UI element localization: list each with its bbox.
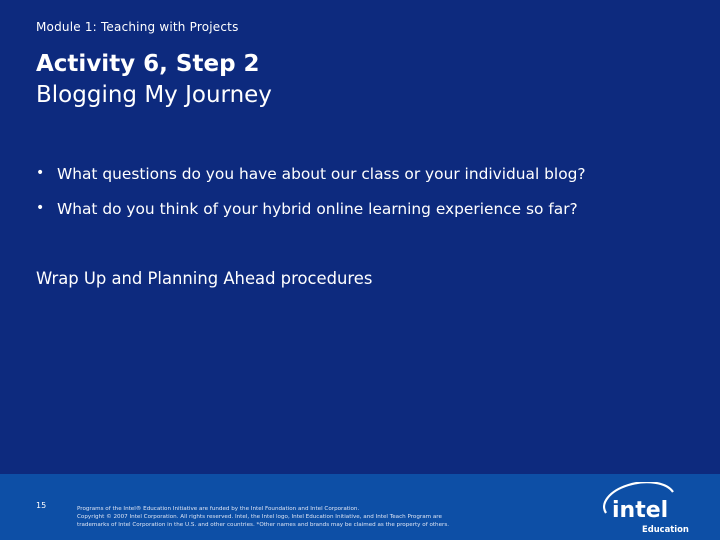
education-caption: Education	[642, 524, 689, 534]
bullet-text: What questions do you have about our class or your individual blog?	[57, 165, 586, 183]
bullet-marker: •	[36, 200, 45, 216]
bullet-item-experience	[36, 198, 586, 220]
intel-education-logo	[594, 482, 689, 536]
intel-wordmark: intel	[612, 498, 669, 523]
footer-bar	[0, 474, 720, 540]
bullet-list	[36, 163, 586, 233]
wrap-up-text: Wrap Up and Planning Ahead procedures	[36, 269, 373, 288]
legal-line: trademarks of Intel Corporation in the U.S. and other countries. *Other names and brands may be claimed as the property of others.	[77, 522, 450, 528]
bullet-marker: •	[36, 165, 45, 181]
legal-notice	[77, 505, 557, 529]
page-number: 15	[36, 501, 47, 510]
legal-line: Copyright © 2007 Intel Corporation. All rights reserved. Intel, the Intel logo, Intel Education Initiative, and Intel Teach Program are	[77, 514, 442, 520]
slide-title: Activity 6, Step 2	[36, 51, 260, 77]
slide-subtitle: Blogging My Journey	[36, 82, 272, 108]
bullet-text: What do you think of your hybrid online learning experience so far?	[57, 200, 578, 218]
module-label: Module 1: Teaching with Projects	[36, 20, 239, 34]
intel-logo-icon	[594, 482, 686, 524]
legal-line: Programs of the Intel® Education Initiative are funded by the Intel Foundation and Intel Corporation.	[77, 506, 360, 512]
bullet-item-questions	[36, 163, 586, 185]
